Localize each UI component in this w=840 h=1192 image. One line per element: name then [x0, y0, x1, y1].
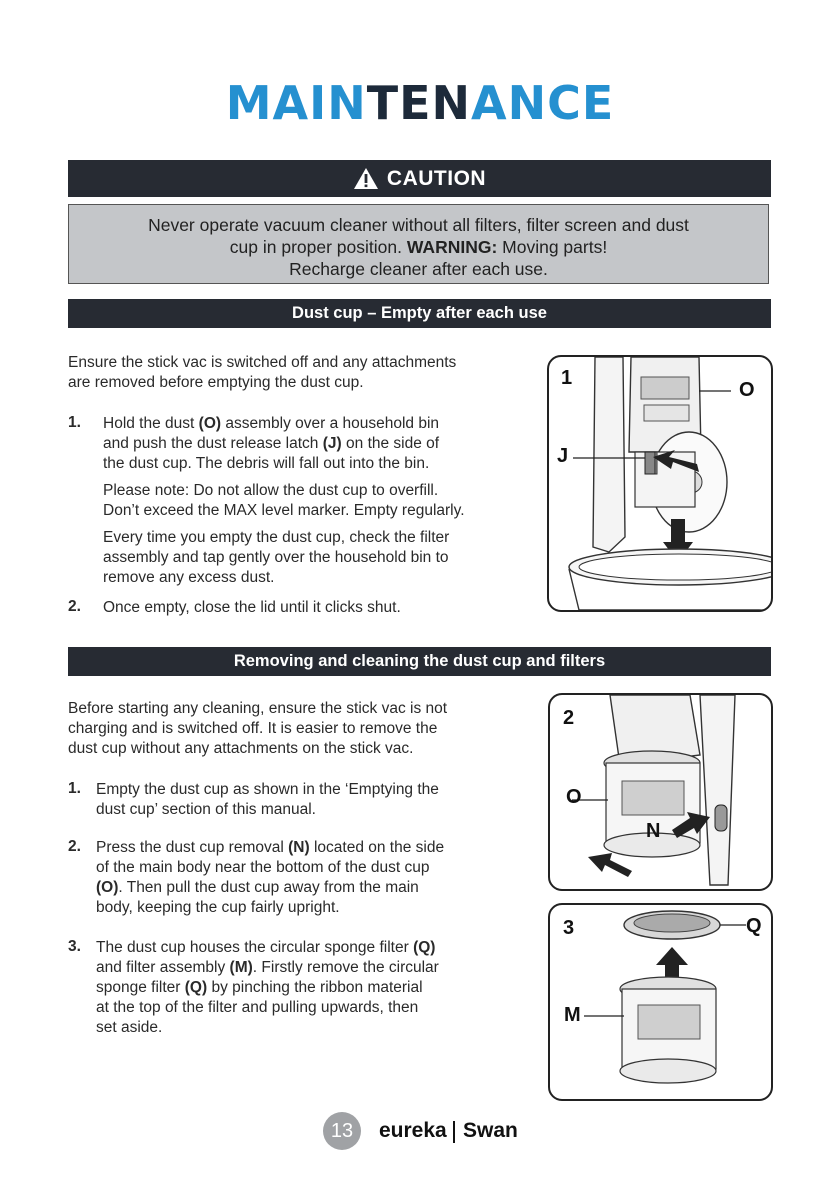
- dust-cup-removal-illustration: [550, 695, 771, 889]
- figure-label-j: J: [557, 445, 569, 467]
- section1-step2: Once empty, close the lid until it clicks shut.: [103, 599, 401, 616]
- step-number: 1.: [68, 780, 81, 797]
- page-title: MAINTENANCE: [225, 76, 615, 130]
- step-number: 1.: [68, 414, 81, 431]
- figure-1-emptying: [547, 355, 773, 612]
- warning-icon: [353, 167, 379, 190]
- figure-number: 2: [563, 707, 575, 729]
- vacuum-emptying-illustration: [549, 357, 771, 610]
- figure-label-q: Q: [746, 915, 762, 937]
- section1-intro: Ensure the stick vac is switched off and any attachments are removed before emptying the dust cup.: [68, 354, 457, 391]
- figure-3-filter: [548, 903, 773, 1101]
- figure-label-o: O: [566, 786, 582, 808]
- page-number: 13: [323, 1112, 361, 1150]
- filter-removal-illustration: [550, 905, 771, 1099]
- figure-label-n: N: [646, 820, 661, 842]
- section2-step3: The dust cup houses the circular sponge filter (Q) and filter assembly (M). Firstly remove the circular sponge filter (Q) by pinching the ribbon material at the top of the filter and pulling upwards, then set aside.: [96, 939, 439, 1036]
- caution-heading: CAUTION: [68, 160, 771, 197]
- section2-intro: Before starting any cleaning, ensure the stick vac is not charging and is switched off. It is easier to remove the dust cup without any attachments on the stick vac.: [68, 700, 448, 757]
- figure-number: 1: [561, 367, 573, 389]
- section2-step1: Empty the dust cup as shown in the ‘Emptying the dust cup’ section of this manual.: [96, 781, 439, 818]
- figure-number: 3: [563, 917, 575, 939]
- figure-2-removal: [548, 693, 773, 891]
- brand-logo-eureka: eureka: [379, 1119, 447, 1142]
- figure-label-m: M: [564, 1004, 581, 1026]
- section-heading-dust-cup: Dust cup – Empty after each use: [68, 299, 771, 328]
- section-heading-cleaning: Removing and cleaning the dust cup and filters: [68, 647, 771, 676]
- section1-step1: Hold the dust (O) assembly over a household bin and push the dust release latch (J) on the side of the dust cup. The debris will fall out into the bin. Please note: Do not allow the dust cup to overfill. Don’t exceed the MAX level marker. Empty regularly. Every time you empty the dust cup, check the filter assembly and tap gently over the household bin to remove any excess dust.: [103, 415, 465, 586]
- step-number: 3.: [68, 938, 81, 955]
- step-number: 2.: [68, 598, 81, 615]
- brand-logo-swan: Swan: [463, 1119, 518, 1142]
- step-number: 2.: [68, 838, 81, 855]
- section2-step2: Press the dust cup removal (N) located on the side of the main body near the bottom of the dust cup (O). Then pull the dust cup away from the main body, keeping the cup fairly upright.: [96, 839, 445, 916]
- caution-message: Never operate vacuum cleaner without all filters, filter screen and dust cup in proper position. WARNING: Moving parts! Recharge cleaner after each use.: [68, 204, 769, 284]
- figure-label-o: O: [739, 379, 755, 401]
- brand-divider: [453, 1121, 455, 1143]
